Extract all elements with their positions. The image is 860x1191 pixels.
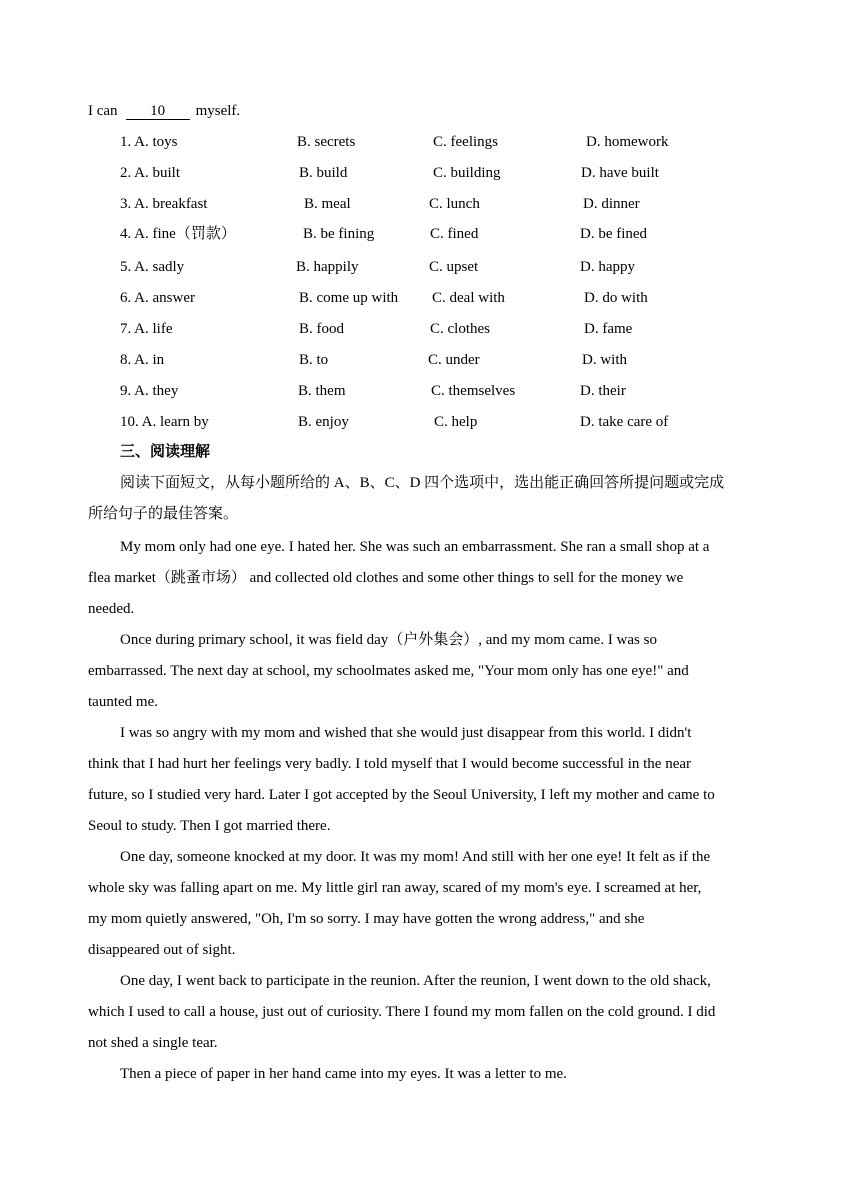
- instruction-line: 所给句子的最佳答案。: [88, 506, 239, 522]
- option-c: C. clothes: [430, 321, 490, 337]
- option-a: 5. A. sadly: [120, 259, 185, 275]
- option-b: B. food: [299, 321, 344, 337]
- passage-paragraph: [88, 971, 778, 1064]
- option-c: C. building: [433, 165, 501, 181]
- option-a: 3. A. breakfast: [120, 196, 208, 212]
- passage-line: disappeared out of sight.: [88, 942, 236, 958]
- option-d: D. be fined: [580, 226, 648, 242]
- passage-line: taunted me.: [88, 694, 158, 710]
- passage-paragraph: [88, 1064, 778, 1095]
- cloze-text-after: myself.: [195, 103, 241, 119]
- option-a: 9. A. they: [120, 383, 179, 399]
- option-b: B. to: [299, 352, 329, 368]
- passage-line: whole sky was falling apart on me. My little girl ran away, scared of my mom's eye. I screamed at her,: [88, 880, 702, 896]
- option-c: C. themselves: [431, 383, 516, 399]
- passage-line: not shed a single tear.: [88, 1035, 218, 1051]
- option-b: B. be fining: [303, 226, 375, 242]
- option-c: C. upset: [429, 259, 479, 275]
- option-c: C. deal with: [432, 290, 505, 306]
- option-b: B. enjoy: [298, 414, 349, 430]
- option-b: B. them: [298, 383, 346, 399]
- passage-line: One day, someone knocked at my door. It was my mom! And still with her one eye! It felt as if the: [120, 849, 711, 865]
- passage-line: future, so I studied very hard. Later I got accepted by the Seoul University, I left my mother and came to: [88, 787, 715, 803]
- passage-paragraph: [88, 630, 778, 723]
- passage-line: needed.: [88, 601, 135, 617]
- option-d: D. have built: [581, 165, 659, 181]
- option-c: C. lunch: [429, 196, 480, 212]
- cloze-text-before: I can: [88, 103, 118, 119]
- cloze-last-line: [88, 101, 240, 121]
- passage-line: One day, I went back to participate in the reunion. After the reunion, I went down to the old shack,: [120, 973, 711, 989]
- passage-line: I was so angry with my mom and wished that she would just disappear from this world. I didn't: [120, 725, 692, 741]
- option-a: 10. A. learn by: [120, 414, 209, 430]
- passage-line: Seoul to study. Then I got married there.: [88, 818, 331, 834]
- option-a: 6. A. answer: [120, 290, 195, 306]
- passage-line: Once during primary school, it was field day（户外集会）, and my mom came. I was so: [120, 632, 657, 648]
- passage-line: My mom only had one eye. I hated her. She was such an embarrassment. She ran a small shop at a: [120, 539, 710, 555]
- option-a: 8. A. in: [120, 352, 165, 368]
- option-b: B. build: [299, 165, 348, 181]
- option-c: C. help: [434, 414, 478, 430]
- passage-line: embarrassed. The next day at school, my schoolmates asked me, "Your mom only has one eye!" and: [88, 663, 689, 679]
- instruction-paragraph: [88, 473, 778, 535]
- option-b: B. happily: [296, 259, 359, 275]
- passage-paragraph: [88, 847, 778, 971]
- section-heading: 三、阅读理解: [120, 444, 211, 460]
- option-d: D. fame: [584, 321, 633, 337]
- option-d: D. dinner: [583, 196, 640, 212]
- passage-line: think that I had hurt her feelings very badly. I told myself that I would become successful in the near: [88, 756, 692, 772]
- option-d: D. their: [580, 383, 626, 399]
- cloze-blank-10: 10: [126, 103, 190, 120]
- passage-line: which I used to call a house, just out of curiosity. There I found my mom fallen on the cold ground. I did: [88, 1004, 716, 1020]
- instruction-line: 阅读下面短文，从每小题所给的 A、B、C、D 四个选项中，选出能正确回答所提问题或完成: [120, 475, 725, 491]
- option-c: C. fined: [430, 226, 479, 242]
- passage: [88, 537, 778, 1095]
- option-a: 7. A. life: [120, 321, 173, 337]
- option-a: 1. A. toys: [120, 134, 178, 150]
- passage-line: Then a piece of paper in her hand came into my eyes. It was a letter to me.: [120, 1066, 567, 1082]
- option-c: C. under: [428, 352, 480, 368]
- option-d: D. happy: [580, 259, 635, 275]
- option-d: D. homework: [586, 134, 669, 150]
- option-c: C. feelings: [433, 134, 498, 150]
- passage-line: flea market（跳蚤市场） and collected old clothes and some other things to sell for the money we: [88, 570, 684, 586]
- passage-paragraph: [88, 723, 778, 847]
- option-d: D. with: [582, 352, 627, 368]
- option-b: B. secrets: [297, 134, 356, 150]
- option-a: 2. A. built: [120, 165, 181, 181]
- option-d: D. take care of: [580, 414, 669, 430]
- option-b: B. come up with: [299, 290, 399, 306]
- option-d: D. do with: [584, 290, 648, 306]
- option-b: B. meal: [304, 196, 351, 212]
- passage-paragraph: [88, 537, 778, 630]
- passage-line: my mom quietly answered, "Oh, I'm so sorry. I may have gotten the wrong address," and she: [88, 911, 645, 927]
- option-a: 4. A. fine（罚款）: [120, 226, 236, 242]
